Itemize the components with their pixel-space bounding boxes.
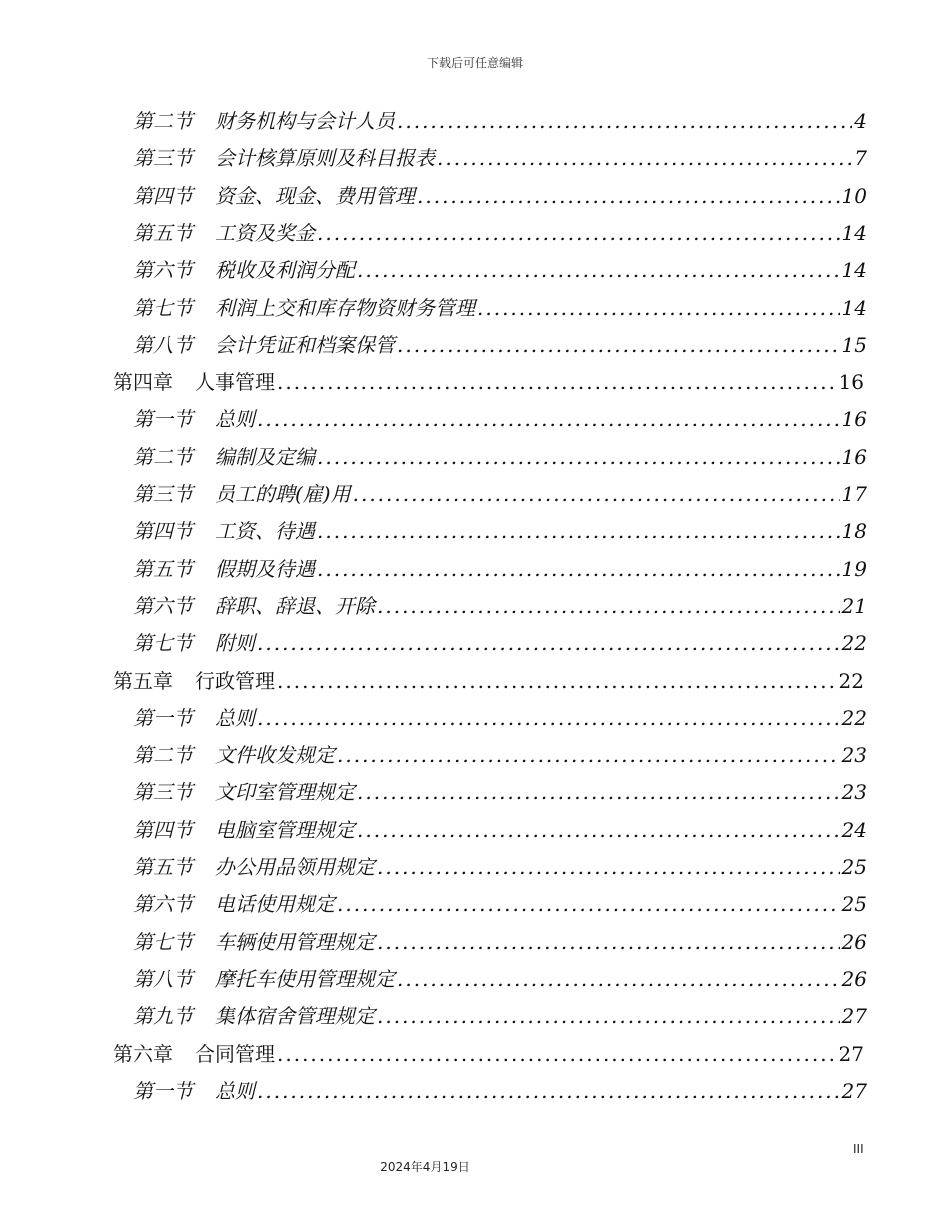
toc-entry-number: 第四节 bbox=[133, 817, 193, 842]
toc-entry-title: 文印室管理规定 bbox=[215, 780, 355, 805]
toc-entry-number: 第三节 bbox=[133, 146, 193, 171]
toc-entry-number: 第一节 bbox=[133, 407, 193, 432]
toc-entry-page: 27 bbox=[841, 1078, 867, 1103]
toc-entry-page: 24 bbox=[841, 817, 867, 842]
toc-entry-page: 16 bbox=[838, 370, 864, 395]
toc-section-entry[interactable] bbox=[133, 404, 867, 434]
toc-dot-leader bbox=[437, 143, 852, 173]
toc-dot-leader bbox=[397, 330, 840, 360]
toc-entry-number: 第六章 bbox=[113, 1041, 173, 1066]
toc-dot-leader bbox=[257, 628, 840, 658]
toc-entry-title: 办公用品领用规定 bbox=[215, 855, 375, 879]
toc-dot-leader bbox=[353, 479, 840, 509]
toc-entry-page: 25 bbox=[841, 892, 867, 917]
toc-entry-title: 资金、现金、费用管理 bbox=[215, 183, 415, 208]
toc-section-entry[interactable] bbox=[133, 293, 867, 323]
toc-entry-number: 第二节 bbox=[133, 109, 193, 133]
toc-entry-title: 税收及利润分配 bbox=[215, 258, 355, 283]
toc-section-entry[interactable] bbox=[133, 703, 867, 733]
toc-dot-leader bbox=[277, 666, 837, 696]
toc-entry-number: 第四节 bbox=[133, 183, 193, 208]
toc-entry-page: 17 bbox=[841, 482, 867, 506]
toc-dot-leader bbox=[357, 815, 840, 845]
toc-entry-page: 23 bbox=[841, 743, 867, 768]
toc-entry-title: 摩托车使用管理规定 bbox=[215, 966, 395, 991]
toc-entry-title: 员工的聘(雇)用 bbox=[215, 482, 351, 506]
toc-section-entry[interactable] bbox=[133, 628, 867, 658]
toc-entry-number: 第七节 bbox=[133, 929, 193, 954]
toc-section-entry[interactable] bbox=[133, 330, 867, 360]
toc-entry-number: 第一节 bbox=[133, 705, 193, 730]
toc-entry-number: 第九节 bbox=[133, 1004, 193, 1029]
toc-section-entry[interactable] bbox=[133, 591, 867, 621]
toc-entry-title: 利润上交和库存物资财务管理 bbox=[215, 295, 475, 320]
toc-dot-leader bbox=[317, 442, 840, 472]
toc-entry-page: 25 bbox=[841, 855, 867, 879]
toc-section-entry[interactable] bbox=[133, 815, 867, 845]
toc-section-entry[interactable] bbox=[133, 889, 867, 919]
toc-entry-number: 第五节 bbox=[133, 556, 193, 581]
toc-section-entry[interactable] bbox=[133, 1001, 867, 1031]
toc-dot-leader bbox=[277, 367, 837, 397]
footer-date: 2024年4月19日 bbox=[380, 1160, 470, 1174]
toc-chapter-entry[interactable] bbox=[113, 666, 864, 696]
toc-dot-leader bbox=[377, 927, 840, 957]
toc-entry-title: 合同管理 bbox=[195, 1041, 275, 1066]
toc-section-entry[interactable] bbox=[133, 181, 867, 211]
toc-entry-page: 7 bbox=[854, 146, 867, 171]
toc-entry-page: 27 bbox=[841, 1004, 867, 1029]
toc-entry-number: 第六节 bbox=[133, 593, 193, 618]
toc-entry-title: 集体宿舍管理规定 bbox=[215, 1004, 375, 1029]
toc-dot-leader bbox=[397, 106, 852, 136]
toc-entry-title: 假期及待遇 bbox=[215, 556, 315, 581]
toc-entry-title: 电话使用规定 bbox=[215, 892, 335, 917]
toc-section-entry[interactable] bbox=[133, 777, 867, 807]
page-header: 下载后可任意编辑 bbox=[426, 56, 523, 70]
toc-entry-page: 14 bbox=[841, 220, 867, 245]
toc-entry-title: 辞职、辞退、开除 bbox=[215, 593, 375, 618]
toc-dot-leader bbox=[337, 740, 840, 770]
toc-entry-page: 27 bbox=[838, 1041, 864, 1066]
toc-section-entry[interactable] bbox=[133, 255, 867, 285]
toc-entry-number: 第六节 bbox=[133, 892, 193, 917]
toc-entry-page: 23 bbox=[841, 780, 867, 805]
toc-entry-number: 第五节 bbox=[133, 855, 193, 879]
toc-entry-page: 16 bbox=[841, 407, 867, 432]
toc-entry-number: 第三节 bbox=[133, 482, 193, 506]
toc-entry-page: 10 bbox=[841, 183, 867, 208]
toc-dot-leader bbox=[257, 404, 840, 434]
toc-entry-page: 14 bbox=[841, 295, 867, 320]
toc-dot-leader bbox=[377, 591, 840, 621]
toc-entry-page: 15 bbox=[841, 332, 867, 357]
toc-entry-page: 18 bbox=[841, 519, 867, 544]
toc-section-entry[interactable] bbox=[133, 927, 867, 957]
toc-dot-leader bbox=[257, 1076, 840, 1106]
toc-entry-page: 22 bbox=[838, 668, 864, 693]
toc-section-entry[interactable] bbox=[133, 1076, 867, 1106]
toc-entry-number: 第一节 bbox=[133, 1078, 193, 1103]
toc-section-entry[interactable] bbox=[133, 516, 867, 546]
toc-section-entry[interactable] bbox=[133, 106, 867, 136]
toc-entry-title: 车辆使用管理规定 bbox=[215, 929, 375, 954]
toc-dot-leader bbox=[417, 181, 840, 211]
toc-dot-leader bbox=[477, 293, 840, 323]
toc-entry-title: 编制及定编 bbox=[215, 444, 315, 469]
toc-entry-number: 第二节 bbox=[133, 444, 193, 469]
toc-dot-leader bbox=[357, 255, 840, 285]
toc-entry-number: 第六节 bbox=[133, 258, 193, 283]
toc-entry-page: 16 bbox=[841, 444, 867, 469]
toc-dot-leader bbox=[257, 703, 840, 733]
toc-entry-page: 26 bbox=[841, 929, 867, 954]
toc-entry-page: 4 bbox=[854, 109, 867, 133]
toc-entry-number: 第八节 bbox=[133, 966, 193, 991]
toc-entry-number: 第三节 bbox=[133, 780, 193, 805]
toc-dot-leader bbox=[337, 889, 840, 919]
toc-entry-title: 行政管理 bbox=[195, 668, 275, 693]
toc-entry-title: 电脑室管理规定 bbox=[215, 817, 355, 842]
toc-section-entry[interactable] bbox=[133, 442, 867, 472]
toc-entry-number: 第五章 bbox=[113, 668, 173, 693]
toc-entry-number: 第八节 bbox=[133, 332, 193, 357]
toc-entry-number: 第七节 bbox=[133, 631, 193, 656]
toc-entry-page: 19 bbox=[841, 556, 867, 581]
toc-section-entry[interactable] bbox=[133, 964, 867, 994]
toc-entry-title: 会计凭证和档案保管 bbox=[215, 332, 395, 357]
toc-entry-number: 第二节 bbox=[133, 743, 193, 768]
toc-section-entry[interactable] bbox=[133, 554, 867, 584]
toc-entry-title: 人事管理 bbox=[195, 370, 275, 395]
toc-dot-leader bbox=[397, 964, 840, 994]
toc-dot-leader bbox=[377, 1001, 840, 1031]
toc-entry-page: 26 bbox=[841, 966, 867, 991]
toc-section-entry[interactable] bbox=[133, 740, 867, 770]
toc-entry-title: 附则 bbox=[215, 631, 255, 656]
toc-dot-leader bbox=[317, 218, 840, 248]
toc-entry-number: 第五节 bbox=[133, 220, 193, 245]
toc-entry-page: 22 bbox=[841, 631, 867, 656]
toc-dot-leader bbox=[357, 777, 840, 807]
toc-chapter-entry[interactable] bbox=[113, 1039, 864, 1069]
toc-entry-title: 总则 bbox=[215, 1078, 255, 1103]
toc-section-entry[interactable] bbox=[133, 143, 867, 173]
page-number: III bbox=[853, 1142, 864, 1156]
toc-entry-page: 14 bbox=[841, 258, 867, 283]
toc-section-entry[interactable] bbox=[133, 479, 867, 509]
toc-entry-number: 第四章 bbox=[113, 370, 173, 395]
toc-dot-leader bbox=[277, 1039, 837, 1069]
toc-entry-title: 文件收发规定 bbox=[215, 743, 335, 768]
toc-dot-leader bbox=[377, 852, 840, 882]
toc-section-entry[interactable] bbox=[133, 852, 867, 882]
toc-entry-title: 总则 bbox=[215, 705, 255, 730]
toc-section-entry[interactable] bbox=[133, 218, 867, 248]
toc-entry-title: 工资、待遇 bbox=[215, 519, 315, 544]
toc-entry-page: 22 bbox=[841, 705, 867, 730]
toc-entry-title: 财务机构与会计人员 bbox=[215, 109, 395, 133]
toc-chapter-entry[interactable] bbox=[113, 367, 864, 397]
toc-entry-title: 总则 bbox=[215, 407, 255, 432]
toc-dot-leader bbox=[317, 554, 840, 584]
toc-entry-title: 会计核算原则及科目报表 bbox=[215, 146, 435, 171]
toc-entry-title: 工资及奖金 bbox=[215, 220, 315, 245]
toc-entry-number: 第七节 bbox=[133, 295, 193, 320]
toc-entry-page: 21 bbox=[841, 593, 867, 618]
toc-entry-number: 第四节 bbox=[133, 519, 193, 544]
toc-dot-leader bbox=[317, 516, 840, 546]
